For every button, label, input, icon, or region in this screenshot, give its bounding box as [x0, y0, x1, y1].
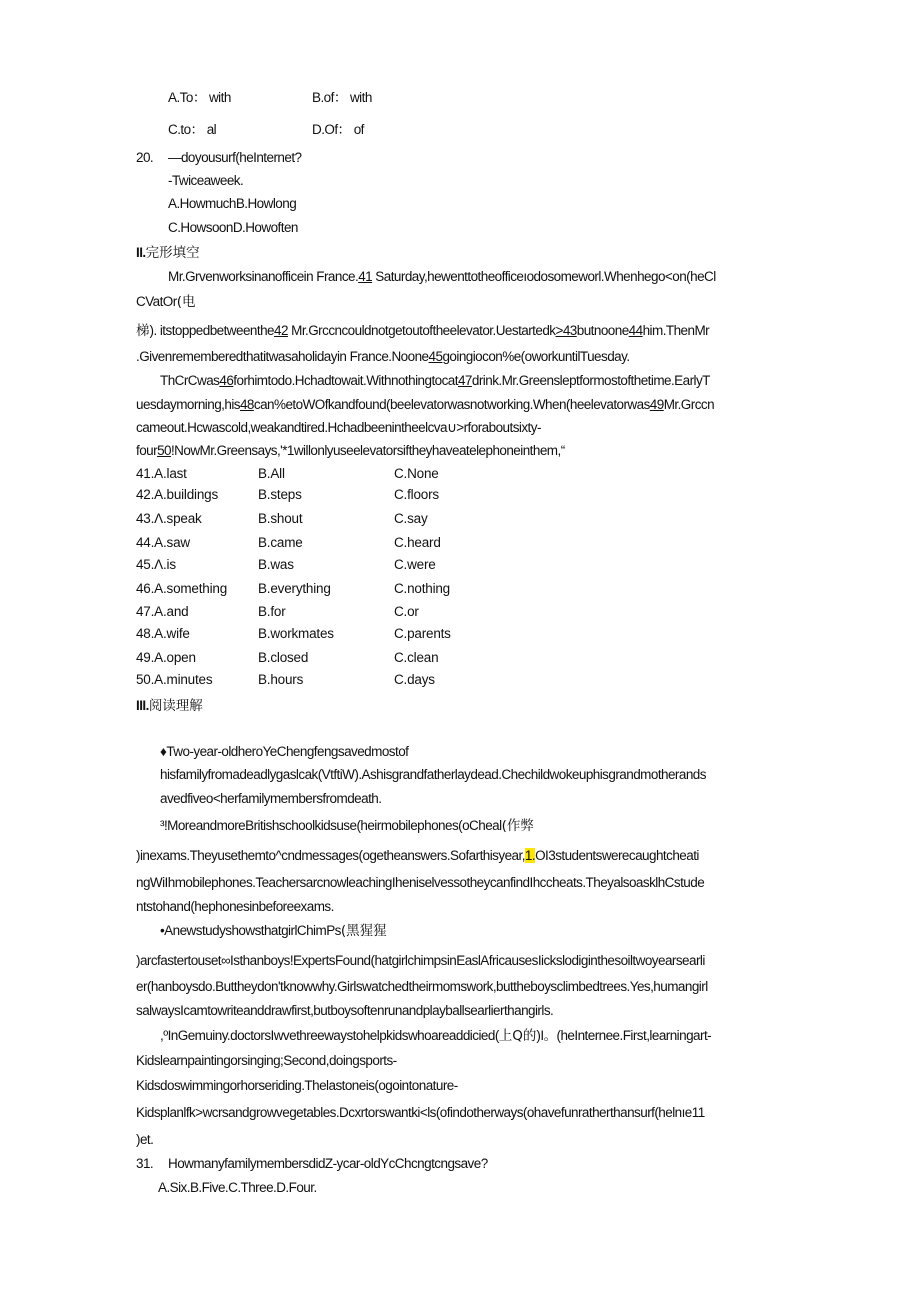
choice-b: B.hours [258, 672, 304, 687]
cloze-p2-line2 [136, 396, 714, 414]
section3-prefix: III. [136, 698, 149, 713]
blank-43: >43 [555, 323, 577, 338]
choice-c: C.say [394, 511, 428, 526]
choice-c: C.nothing [394, 581, 450, 596]
choice-b: B.steps [258, 487, 302, 502]
q20-options-1: A.HowmuchB.Howlong [168, 196, 297, 211]
q20-answer: -Twiceaweek. [168, 173, 244, 188]
reading-text: ,ºInGemuiny.doctorsIwvethreewaystohelpkidswhoareaddicied( [160, 1028, 499, 1043]
choice-a: 43.Λ.speak [136, 511, 202, 526]
reading2-line2 [136, 847, 699, 865]
blank-45: 45 [428, 349, 443, 364]
q19-option-a: A.To： with [168, 90, 231, 105]
q19-option-b: B.of： with [312, 90, 372, 105]
choice-c: C.or [394, 604, 419, 619]
cloze-text: Saturday,hewenttotheofficeıodosomeworl.Whenhego<on(heCl [372, 269, 716, 284]
choice-c: C.were [394, 557, 436, 572]
reading2-line1 [160, 817, 534, 835]
choice-b: B.was [258, 557, 294, 572]
blank-44: 44 [628, 323, 643, 338]
reading3-line2: )arcfastertouset∞Isthanboys!ExpertsFound(hatgirlchimpsinEaslAfricausesIickslodiginthesoiltwoyearsearli [136, 953, 705, 968]
choice-a: 47.A.and [136, 604, 189, 619]
choice-b: B.came [258, 535, 303, 550]
reading4-line5: )et. [136, 1132, 154, 1147]
section3-title-cn: 阅读理解 [148, 698, 203, 714]
cloze-p2-line1 [160, 372, 710, 390]
cloze-p1-line3 [136, 322, 709, 340]
reading-text: )I。(heInternee.First,learningart- [536, 1028, 712, 1043]
q20-question: —doyousurf(heInternet? [168, 150, 302, 165]
choice-b: B.closed [258, 650, 309, 665]
q19-option-d: D.Of： of [312, 122, 364, 137]
choice-b: B.for [258, 604, 286, 619]
cloze-p1-line1 [168, 268, 716, 286]
reading3-line1 [160, 922, 387, 940]
q31-options: A.Six.B.Five.C.Three.D.Four. [158, 1180, 317, 1195]
reading2-line3: ngWiIhmobilephones.TeachersarcnowleachingIheniselvessotheycanfindIhccheats.TheyalsoasklhCstude [136, 875, 705, 890]
reading-text-cn: (黑猩猩 [340, 923, 387, 939]
blank-47: 47 [457, 373, 472, 388]
cloze-text: drink.Mr.Greensleptformostofthetime.EarlyT [471, 373, 710, 388]
choice-c: C.None [394, 466, 439, 481]
reading-text: ³!MoreandmoreBritishschoolkidsuse(heirmobilephones(oCheal [160, 818, 502, 833]
section2-title [136, 244, 200, 262]
cloze-text: .Givenrememberedthatitwasaholidayin France.Noone [136, 349, 429, 364]
cloze-text: ). itstoppedbetweenthe [149, 323, 274, 338]
cloze-text: butnoone [576, 323, 629, 338]
q20-number: 20. [136, 150, 154, 165]
reading-text-cn: (作弊 [501, 818, 534, 834]
blank-48: 48 [239, 397, 254, 412]
q19-option-c: C.to： al [168, 122, 217, 137]
reading1-line3: avedfiveo<herfamilymembersfromdeath. [160, 791, 382, 806]
reading-text: OI3studentswerecaughtcheati [535, 848, 699, 863]
reading-text: )inexams.Theyusethemto^cndmessages(ogetheanswers.Sofarthisyear, [136, 848, 525, 863]
blank-49: 49 [649, 397, 664, 412]
highlight-mark: 1. [524, 848, 536, 863]
choice-c: C.clean [394, 650, 439, 665]
choice-a: 50.A.minutes [136, 672, 213, 687]
q31-number: 31. [136, 1156, 154, 1171]
cloze-text: Mr.Grccncouldnotgetoutoftheelevator.Uestartedk [287, 323, 556, 338]
reading1-line2: hisfamilyfromadeadlygaslcak(VtftiW).Ashisgrandfatherlaydead.Chechildwokeuphisgrandmotherands [160, 767, 706, 782]
cloze-text: Mr.Grvenworksinanofficein France. [168, 269, 359, 284]
section2-prefix: II. [136, 245, 146, 260]
cloze-text-cn: (电 [176, 294, 196, 310]
choice-a: 44.A.saw [136, 535, 190, 550]
choice-c: C.heard [394, 535, 441, 550]
cloze-text: him.ThenMr [642, 323, 710, 338]
reading1-line1: ♦Two-year-oldheroYeChengfengsavedmostof [160, 744, 409, 759]
q20-options-2: C.HowsoonD.Howoften [168, 220, 298, 235]
blank-46: 46 [219, 373, 234, 388]
choice-a: 46.A.something [136, 581, 228, 596]
q31-question: HowmanyfamilymembersdidZ-ycar-oldYcChcngtcngsave? [168, 1156, 488, 1171]
cloze-p2-line3: cameout.Hcwascold,weakandtired.Hchadbeenintheelcva∪>rforaboutsixty- [136, 420, 541, 435]
cloze-text: CVatOr [136, 294, 177, 309]
blank-50: 50 [157, 443, 171, 458]
blank-42: 42 [274, 323, 288, 338]
choice-c: C.parents [394, 626, 451, 641]
cloze-p1-line2 [136, 293, 196, 311]
choice-a: 48.A.wife [136, 626, 190, 641]
reading3-line4: salwaysIcamtowriteanddrawfirst,butboysoftenrunandplayballsearlierthangirls. [136, 1003, 554, 1018]
choice-a: 45.Λ.is [136, 557, 176, 572]
cloze-text: four [136, 443, 158, 458]
choice-b: B.workmates [258, 626, 334, 641]
reading2-line4: ntstohand(hephonesinbeforeexams. [136, 899, 334, 914]
reading4-line4: Kidsplanlfk>wcrsandgrowvegetables.Dcxrtorswantki<ls(ofindotherways(ohavefunratherthansurf(helnıe11 [136, 1105, 705, 1120]
choice-b: B.everything [258, 581, 331, 596]
section3-title [136, 697, 203, 715]
reading4-line1 [160, 1027, 711, 1045]
choice-a: 42.A.buildings [136, 487, 219, 502]
cloze-p2-line4 [136, 442, 565, 460]
choice-a: 41.A.last [136, 466, 187, 481]
cloze-p1-line4 [136, 348, 630, 366]
cloze-text: !NowMr.Greensays,'*1willonlyuseelevatorsiftheyhaveatelephoneinthem,“ [170, 443, 565, 458]
reading3-line3: er(hanboysdo.Buttheydon'tknowwhy.Girlswatchedtheirmomswork,buttheboysclimbedtrees.Yes,humangirl [136, 979, 708, 994]
cloze-text-cn: 梯 [136, 323, 150, 339]
cloze-text: ThCrCwas [160, 373, 220, 388]
cloze-text: goingiocon%e(oworkuntilTuesday. [442, 349, 630, 364]
blank-41: 41 [358, 269, 373, 284]
choice-b: B.All [258, 466, 285, 481]
cloze-text: can%etoWOfkandfound(beelevatorwasnotworking.When(heelevatorwas [253, 397, 650, 412]
reading4-line2: Kidslearnpaintingorsinging;Second,doingsports- [136, 1053, 397, 1068]
cloze-text: Mr.Grccn [663, 397, 715, 412]
section2-title-cn: 完形填空 [145, 245, 200, 261]
reading-text-cn: 上Q的 [498, 1028, 537, 1044]
choice-b: B.shout [258, 511, 303, 526]
choice-c: C.days [394, 672, 435, 687]
choice-a: 49.A.open [136, 650, 196, 665]
cloze-text: uesdaymorning,his [136, 397, 240, 412]
choice-c: C.floors [394, 487, 439, 502]
reading-text: •AnewstudyshowsthatgirlChimPs [160, 923, 341, 938]
cloze-text: forhimtodo.Hchadtowait.Withnothingtocat [233, 373, 458, 388]
reading4-line3: Kidsdoswimmingorhorseriding.Thelastoneis(ogointonature- [136, 1078, 458, 1093]
